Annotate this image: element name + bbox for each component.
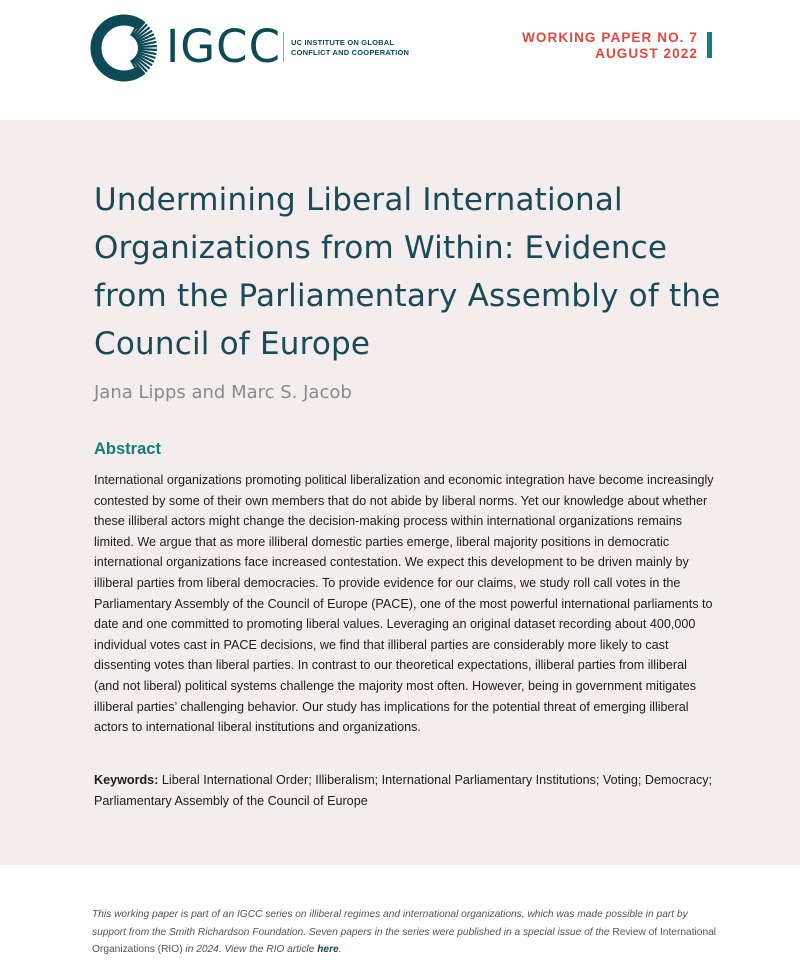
rio-article-link[interactable]: here	[317, 944, 339, 955]
logo-divider	[283, 32, 284, 62]
logo-subtitle-line1: UC INSTITUTE ON GLOBAL	[291, 38, 395, 47]
paper-cover-panel	[0, 120, 800, 865]
footer-text-1: This working paper is part of an IGCC series on illiberal regimes and international organizations, which was made possible in part by support from the Smith Richardson Foundation. Seven papers in the series were published in a special issue of the	[92, 909, 688, 938]
logo-ray	[138, 46, 157, 47]
keywords	[94, 770, 714, 811]
logo-subtitle	[291, 38, 409, 57]
logo-subtitle-line2: CONFLICT AND COOPERATION	[291, 47, 410, 57]
working-paper-number: WORKING PAPER NO. 7	[522, 30, 698, 45]
logo-wordmark: IGCC	[166, 20, 281, 73]
abstract-heading: Abstract	[94, 440, 161, 458]
keywords-list: Liberal International Order; Illiberalism; International Parliamentary Institutions; Voting; Democracy; Parliamentary Assembly of the Council of Europe	[94, 773, 713, 808]
footer-journal: Review of International Organizations (RIO)	[92, 926, 717, 955]
footer-end: .	[338, 944, 342, 955]
paper-authors: Jana Lipps and Marc S. Jacob	[94, 382, 352, 403]
working-paper-date: AUGUST 2022	[595, 46, 698, 61]
paper-title: Undermining Liberal International Organizations from Within: Evidence from the Parliamentary Assembly of the Council of Europe	[94, 182, 721, 362]
keywords-label: Keywords:	[94, 773, 159, 787]
accent-bar	[707, 32, 712, 58]
igcc-logo-icon	[90, 14, 158, 82]
logo-ray	[138, 49, 157, 50]
footer-note	[92, 906, 722, 959]
abstract-text: International organizations promoting political liberalization and economic integration have become increasingly contested by some of their own members that do not abide by liberal norms. Yet our knowledge about whether these illiberal actors might change the decision-making process within international organizations remains limited. We argue that as more illiberal domestic parties emerge, liberal majority positions in democratic international organizations face increased contestation. We expect this development to be driven mainly by illiberal parties from liberal democracies. To provide evidence for our claims, we study roll call votes in the Parliamentary Assembly of the Council of Europe (PACE), one of the most powerful international parliaments to date and one committed to promoting liberal values. Leveraging an original dataset recording about 400,000 individual votes cast in PACE decisions, we find that illiberal parties are considerably more likely to cast dissenting votes than liberal parties. In contrast to our theoretical expectations, illiberal parties from illiberal (and not liberal) political systems challenge the majority most often. However, being in government mitigates illiberal parties’ challenging behavior. Our study has implications for the potential threat of emerging illiberal actors to international liberal institutions and organizations.	[94, 473, 714, 735]
page-header	[0, 0, 800, 120]
working-paper-label	[522, 30, 698, 62]
footer-text-2: in 2024. View the RIO article	[182, 944, 318, 955]
logo-center	[112, 36, 136, 60]
